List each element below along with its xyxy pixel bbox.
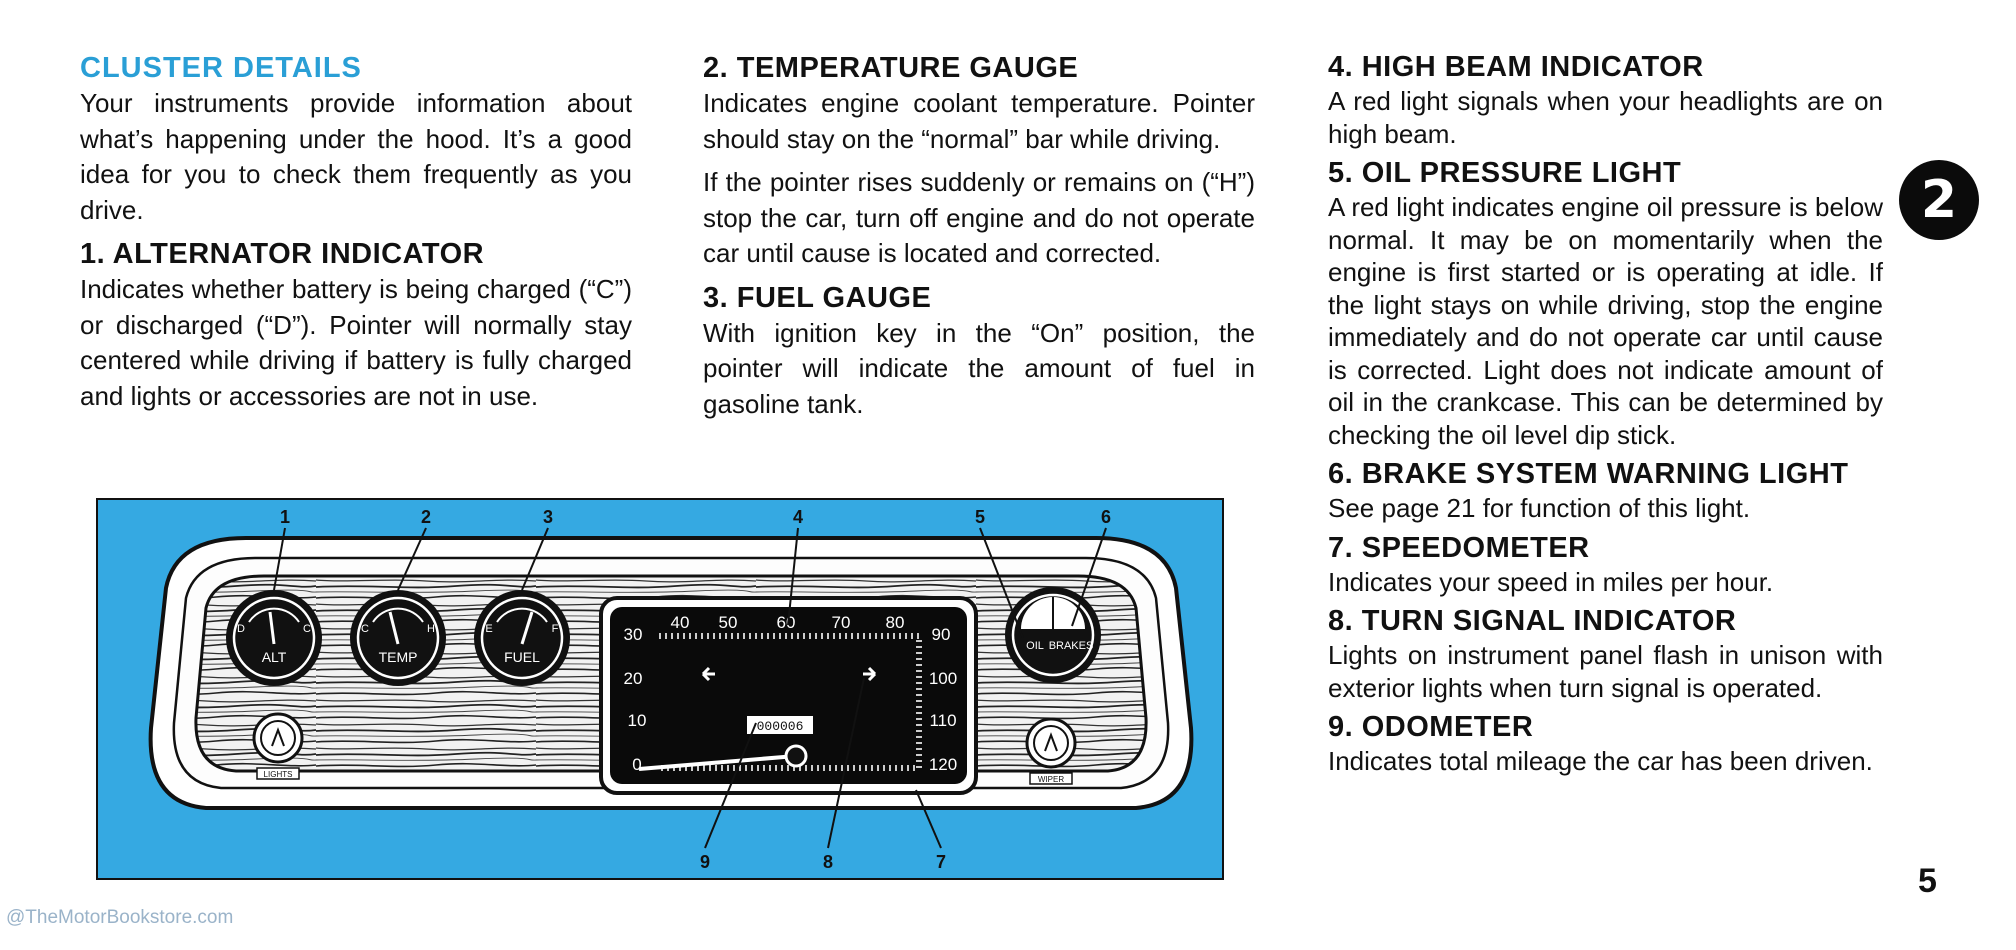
speed-tick-label: 50 [718, 613, 738, 632]
odometer-title: 9. ODOMETER [1328, 711, 1534, 743]
fuel-gauge-label: FUEL [504, 649, 540, 665]
alt-gauge-label: ALT [261, 649, 287, 665]
speed-tick-label: 90 [931, 625, 951, 644]
temperature-text-2: If the pointer rises suddenly or remains on (“H”) stop the car, turn off engine and do not operate car until cause is located and corrected. [703, 167, 1255, 268]
temperature-title: 2. TEMPERATURE GAUGE [703, 52, 1079, 84]
fuel-text: With ignition key in the “On” position, the pointer will indicate the amount of fuel in gasoline tank. [703, 317, 1255, 419]
oil-pressure-text: A red light indicates engine oil pressure is below normal. It may be on momentarily when the engine is first started or is operating at idle. If the light stays on while driving, stop the engine immediately and do not operate car until cause is corrected. Light does not indicate amount of oil in the crankcase. This can be determined by checking the oil level dip stick. [1328, 192, 1883, 450]
warning-lights-gauge [1005, 587, 1101, 683]
speed-tick-label: 30 [623, 625, 643, 644]
high-beam-title: 4. HIGH BEAM INDICATOR [1328, 51, 1704, 83]
alternator-title: 1. ALTERNATOR INDICATOR [80, 238, 485, 270]
fuel-gauge [474, 590, 570, 686]
turn-signal-text: Lights on instrument panel flash in unison with exterior lights when turn signal is operated. [1328, 640, 1883, 703]
temp-gauge-label: TEMP [378, 649, 418, 665]
fuel-gauge-left-end: E [485, 623, 493, 635]
speed-tick-label: 60 [776, 613, 796, 632]
fuel-title: 3. FUEL GAUGE [703, 281, 932, 314]
chapter-tab-badge: 2 [1899, 160, 1979, 240]
speedometer-title: 7. SPEEDOMETER [1328, 531, 1590, 564]
callout-number: 3 [542, 507, 554, 527]
alt-gauge [226, 590, 322, 686]
callout-number: 4 [792, 507, 804, 527]
instrument-cluster-illustration [96, 498, 1224, 880]
lights-knob-label: LIGHTS [263, 770, 293, 779]
callout-number: 6 [1100, 507, 1112, 527]
speed-tick-label: 120 [928, 755, 958, 774]
callout-number: 2 [420, 507, 432, 527]
left-column [80, 50, 632, 422]
right-column [1328, 50, 1883, 784]
speedometer-hub [786, 746, 806, 766]
page-number: 5 [1918, 862, 1937, 900]
oil-pressure-title: 5. OIL PRESSURE LIGHT [1328, 157, 1682, 189]
speed-tick-label: 100 [928, 669, 958, 688]
oil-warning-label: OIL [1026, 640, 1044, 652]
callout-number: 8 [822, 852, 834, 872]
watermark-text: @TheMotorBookstore.com [6, 907, 234, 928]
odometer-text: Indicates total mileage the car has been driven. [1328, 746, 1873, 776]
odometer-digits: 000006 [756, 719, 804, 734]
speed-tick-label: 20 [623, 669, 643, 688]
wiper-knob [1027, 719, 1075, 784]
cluster-details-title: CLUSTER DETAILS [80, 52, 362, 84]
speed-tick-label: 40 [670, 613, 690, 632]
middle-column [703, 50, 1255, 430]
brakes-warning-label: BRAKES [1048, 640, 1094, 652]
speedometer [601, 598, 976, 793]
brake-warning-text: See page 21 for function of this light. [1328, 493, 1751, 523]
high-beam-text: A red light signals when your headlights are on high beam. [1328, 86, 1883, 149]
temperature-text-1: Indicates engine coolant temperature. Pointer should stay on the “normal” bar while driving. [703, 88, 1255, 154]
alt-gauge-left-end: D [237, 623, 245, 635]
alt-gauge-right-end: C [303, 623, 311, 635]
wiper-knob-label: WIPER [1037, 775, 1065, 784]
brake-warning-title: 6. BRAKE SYSTEM WARNING LIGHT [1328, 458, 1849, 490]
fuel-gauge-right-end: F [551, 623, 559, 635]
callout-number: 1 [279, 507, 291, 527]
speed-tick-label: 70 [831, 613, 851, 632]
speed-tick-label: 80 [885, 613, 905, 632]
speedometer-text: Indicates your speed in miles per hour. [1328, 566, 1774, 597]
callout-number: 7 [935, 852, 947, 872]
speed-tick-label: 110 [929, 711, 957, 730]
cluster-details-text: Your instruments provide information about what’s happening under the hood. It’s a good idea for you to check them frequently as you drive. [80, 88, 632, 225]
callout-number: 9 [699, 852, 711, 872]
turn-signal-title: 8. TURN SIGNAL INDICATOR [1328, 605, 1737, 637]
temp-gauge [350, 590, 446, 686]
temp-gauge-right-end: H [427, 623, 435, 635]
lights-knob [254, 714, 302, 779]
callout-number: 5 [974, 507, 986, 527]
speed-tick-label: 10 [627, 711, 647, 730]
alternator-text: Indicates whether battery is being charged (“C”) or discharged (“D”). Pointer will normally stay centered while driving if battery is fully charged and lights or accessories are not in use. [80, 274, 632, 411]
speed-tick-label: 0 [632, 755, 642, 774]
temp-gauge-left-end: C [361, 623, 369, 635]
